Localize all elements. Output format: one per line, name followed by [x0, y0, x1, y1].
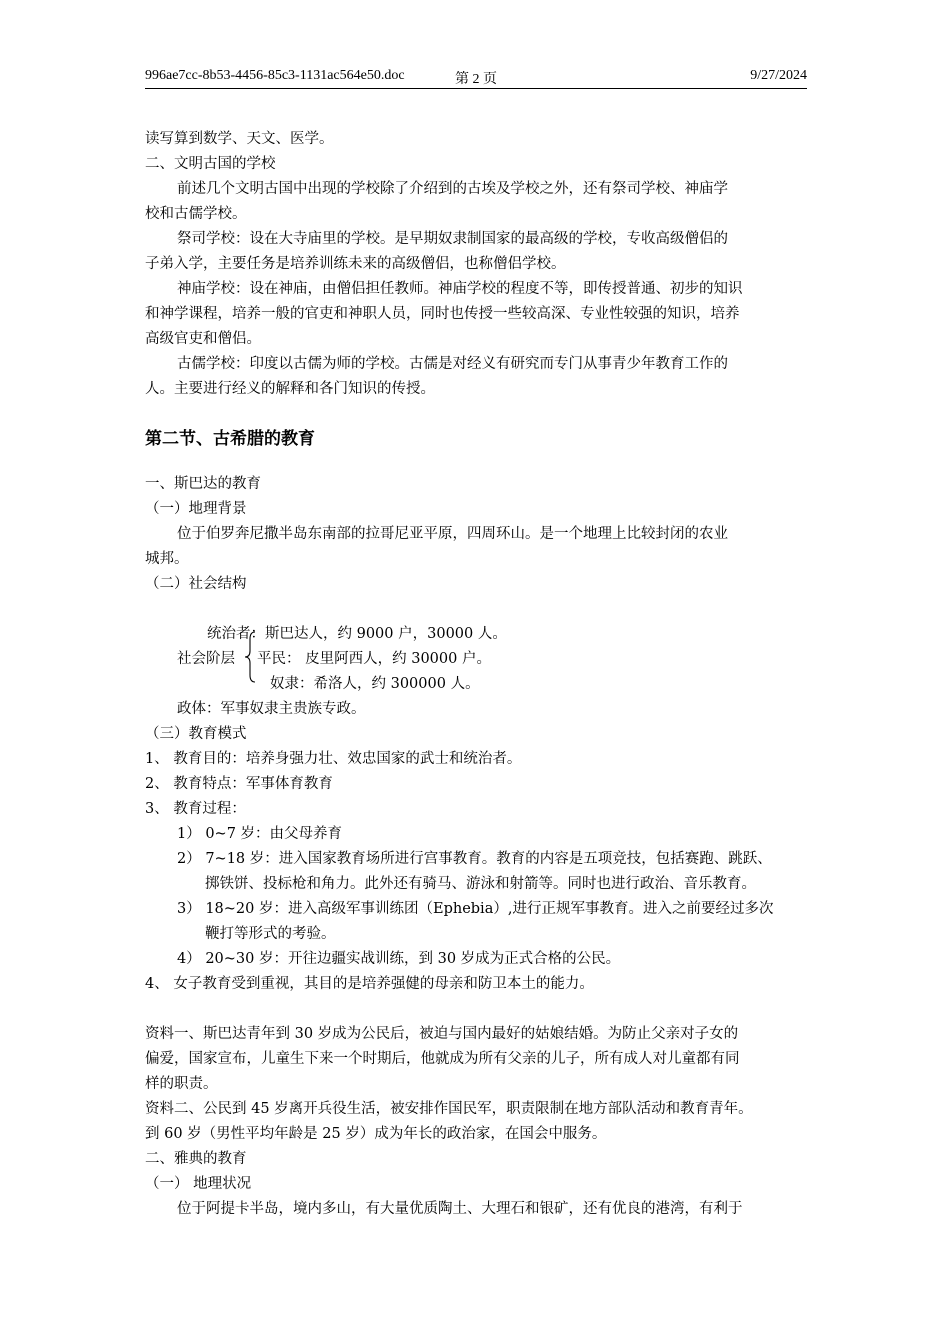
- subheading: 二、雅典的教育: [145, 1151, 247, 1167]
- list-item: 2、 教育特点：军事体育教育: [145, 776, 333, 792]
- material-line: 样的职责。: [145, 1076, 218, 1092]
- paragraph-line: 位于阿提卡半岛，境内多山，有大量优质陶土、大理石和银矿，还有优良的港湾，有利于: [177, 1201, 743, 1217]
- paragraph-line: 城邦。: [145, 551, 189, 567]
- paragraph-line: 高级官吏和僧侣。: [145, 331, 261, 347]
- class-rulers: 统治者：斯巴达人，约 9000 户，30000 人。: [207, 626, 507, 642]
- paragraph-line: 位于伯罗奔尼撒半岛东南部的拉哥尼亚平原，四周环山。是一个地理上比较封闭的农业: [177, 526, 728, 542]
- stage-item-continued: 掷铁饼、投标枪和角力。此外还有骑马、游泳和射箭等。同时也进行政治、音乐教育。: [205, 876, 756, 892]
- list-item: 4、 女子教育受到重视，其目的是培养强健的母亲和防卫本土的能力。: [145, 976, 594, 992]
- polity-line: 政体：军事奴隶主贵族专政。: [177, 701, 366, 717]
- paragraph-line: 和神学课程，培养一般的官吏和神职人员，同时也传授一些较高深、专业性较强的知识，培养: [145, 306, 740, 322]
- material-line: 资料二、公民到 45 岁离开兵役生活，被安排作国民军，职责限制在地方部队活动和教育青年。: [145, 1101, 753, 1117]
- stage-item: 2） 7~18 岁：进入国家教育场所进行宫事教育。教育的内容是五项竞技，包括赛跑、跳跃、: [177, 851, 772, 867]
- paragraph-line: 读写算到数学、天文、医学。: [145, 131, 334, 147]
- list-item: 3、 教育过程：: [145, 801, 246, 817]
- stage-item: 4） 20~30 岁：开往边疆实战训练，到 30 岁成为正式合格的公民。: [177, 951, 621, 967]
- paragraph-line: 子弟入学，主要任务是培养训练未来的高级僧侣，也称僧侣学校。: [145, 256, 566, 272]
- list-item: 1、 教育目的：培养身强力壮、效忠国家的武士和统治者。: [145, 751, 522, 767]
- header-page-number: 第 2 页: [455, 72, 497, 87]
- subheading: （二）社会结构: [145, 576, 247, 592]
- class-label: 社会阶层: [177, 651, 235, 667]
- paragraph-line: 前述几个文明古国中出现的学校除了介绍到的古埃及学校之外，还有祭司学校、神庙学: [177, 181, 728, 197]
- material-line: 资料一、斯巴达青年到 30 岁成为公民后，被迫与国内最好的姑娘结婚。为防止父亲对子女的: [145, 1026, 739, 1042]
- subheading: （三）教育模式: [145, 726, 247, 742]
- subheading: （一） 地理状况: [145, 1176, 252, 1192]
- paragraph-line: 神庙学校：设在神庙，由僧侣担任教师。神庙学校的程度不等，即传授普通、初步的知识: [177, 281, 743, 297]
- material-line: 偏爱，国家宣布，儿童生下来一个时期后，他就成为所有父亲的儿子，所有成人对儿童都有同: [145, 1051, 740, 1067]
- paragraph-line: 人。主要进行经义的解释和各门知识的传授。: [145, 381, 435, 397]
- header-filename: 996ae7cc-8b53-4456-85c3-1131ac564e50.doc: [145, 68, 405, 83]
- paragraph-line: 古儒学校：印度以古儒为师的学校。古儒是对经义有研究而专门从事青少年教育工作的: [177, 356, 728, 372]
- stage-item-continued: 鞭打等形式的考验。: [205, 926, 336, 942]
- stage-item: 1） 0~7 岁：由父母养育: [177, 826, 343, 842]
- section-heading: 第二节、古希腊的教育: [145, 429, 315, 449]
- subheading: （一）地理背景: [145, 501, 247, 517]
- page-header: [145, 66, 807, 89]
- stage-item: 3） 18~20 岁：进入高级军事训练团（Ephebia）,进行正规军事教育。进入之前要经过多次: [177, 901, 774, 917]
- subheading: 一、斯巴达的教育: [145, 476, 261, 492]
- paragraph-line: 祭司学校：设在大寺庙里的学校。是早期奴隶制国家的最高级的学校，专收高级僧侣的: [177, 231, 728, 247]
- paragraph-line: 校和古儒学校。: [145, 206, 247, 222]
- class-commoners: 平民： 皮里阿西人，约 30000 户。: [257, 651, 491, 667]
- header-date: 9/27/2024: [750, 68, 807, 83]
- left-brace-icon: [244, 631, 256, 683]
- material-line: 到 60 岁（男性平均年龄是 25 岁）成为年长的政治家，在国会中服务。: [145, 1126, 607, 1142]
- class-slaves: 奴隶：希洛人，约 300000 人。: [270, 676, 480, 692]
- subheading: 二、文明古国的学校: [145, 156, 276, 172]
